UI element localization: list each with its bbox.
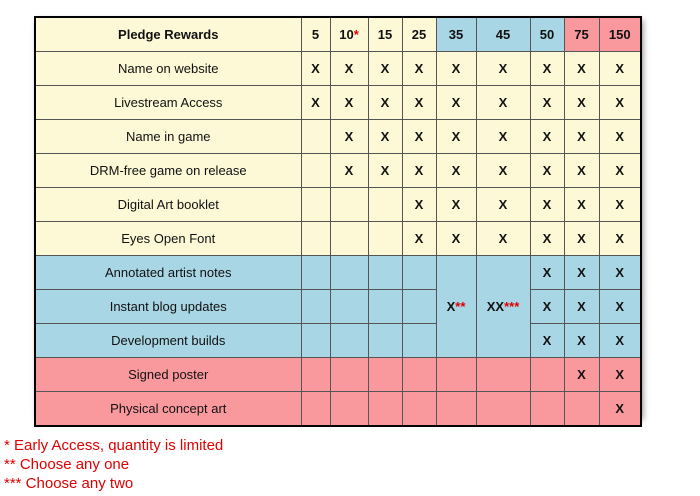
pledge-rewards-table-frame xyxy=(34,16,640,416)
tier-cell xyxy=(368,290,402,324)
tier-cell: X xyxy=(476,52,530,86)
tier-cell xyxy=(402,256,436,290)
tier-cell: X xyxy=(564,256,599,290)
tier-cell: X xyxy=(599,86,641,120)
tier-cell xyxy=(402,358,436,392)
tier-cell: X xyxy=(301,86,330,120)
tier-cell: X xyxy=(599,120,641,154)
tier-cell: X xyxy=(564,324,599,358)
tier-cell xyxy=(368,358,402,392)
reward-label: Development builds xyxy=(35,324,301,358)
tier-cell: X xyxy=(530,120,564,154)
tier-cell: X xyxy=(564,52,599,86)
tier-header: 45 xyxy=(476,17,530,52)
reward-label: Digital Art booklet xyxy=(35,188,301,222)
tier-cell xyxy=(564,392,599,427)
tier-cell xyxy=(330,222,368,256)
tier-cell: X xyxy=(436,120,476,154)
tier-cell xyxy=(436,392,476,427)
tier-cell: X xyxy=(564,86,599,120)
reward-label: Eyes Open Font xyxy=(35,222,301,256)
tier-cell: X xyxy=(402,86,436,120)
header-row xyxy=(35,17,641,52)
reward-label: DRM-free game on release xyxy=(35,154,301,188)
tier-header: 25 xyxy=(402,17,436,52)
table-row xyxy=(35,52,641,86)
table-row xyxy=(35,154,641,188)
table-row xyxy=(35,290,641,324)
tier-cell xyxy=(301,120,330,154)
tier-cell: X xyxy=(402,52,436,86)
tier-cell xyxy=(301,256,330,290)
tier-cell xyxy=(330,188,368,222)
tier-cell xyxy=(402,392,436,427)
tier-cell: X xyxy=(564,222,599,256)
tier-cell: X xyxy=(530,154,564,188)
tier-cell: X xyxy=(436,86,476,120)
tier-cell: X xyxy=(476,222,530,256)
tier-cell: X xyxy=(368,86,402,120)
merged-cell-tier-35: X** xyxy=(436,256,476,358)
reward-label: Name in game xyxy=(35,120,301,154)
tier-cell xyxy=(330,358,368,392)
tier-cell: X xyxy=(476,86,530,120)
tier-header: 35 xyxy=(436,17,476,52)
tier-cell xyxy=(368,188,402,222)
tier-header: 75 xyxy=(564,17,599,52)
tier-cell: X xyxy=(402,154,436,188)
tier-cell: X xyxy=(599,52,641,86)
table-row xyxy=(35,222,641,256)
table-row xyxy=(35,324,641,358)
tier-cell: X xyxy=(476,154,530,188)
tier-cell: X xyxy=(436,52,476,86)
tier-cell: X xyxy=(301,52,330,86)
reward-label: Instant blog updates xyxy=(35,290,301,324)
table-row xyxy=(35,358,641,392)
tier-cell xyxy=(436,358,476,392)
tier-cell: X xyxy=(436,154,476,188)
tier-cell xyxy=(330,290,368,324)
tier-cell: X xyxy=(402,222,436,256)
tier-cell xyxy=(368,222,402,256)
merged-cell-tier-45: XX*** xyxy=(476,256,530,358)
tier-cell: X xyxy=(599,154,641,188)
reward-label: Annotated artist notes xyxy=(35,256,301,290)
tier-cell xyxy=(368,324,402,358)
tier-cell xyxy=(301,188,330,222)
tier-header: 50 xyxy=(530,17,564,52)
tier-cell: X xyxy=(599,358,641,392)
reward-label: Signed poster xyxy=(35,358,301,392)
tier-cell: X xyxy=(368,154,402,188)
reward-label: Physical concept art xyxy=(35,392,301,427)
tier-cell: X xyxy=(436,222,476,256)
tier-cell: X xyxy=(530,222,564,256)
tier-cell: X xyxy=(564,120,599,154)
tier-cell xyxy=(330,324,368,358)
tier-cell xyxy=(301,358,330,392)
tier-cell: X xyxy=(599,324,641,358)
table-row xyxy=(35,392,641,427)
tier-cell: X xyxy=(402,120,436,154)
header-label: Pledge Rewards xyxy=(35,17,301,52)
tier-cell: X xyxy=(564,188,599,222)
tier-cell xyxy=(476,358,530,392)
tier-cell: X xyxy=(564,358,599,392)
tier-cell: X xyxy=(330,86,368,120)
tier-cell: X xyxy=(368,120,402,154)
tier-cell xyxy=(530,392,564,427)
tier-cell: X xyxy=(530,324,564,358)
tier-cell: X xyxy=(564,290,599,324)
footnotes xyxy=(4,436,223,493)
tier-cell xyxy=(402,324,436,358)
tier-cell xyxy=(330,256,368,290)
tier-cell: X xyxy=(530,188,564,222)
tier-cell: X xyxy=(599,188,641,222)
tier-cell: X xyxy=(330,52,368,86)
tier-cell: X xyxy=(530,52,564,86)
tier-cell: X xyxy=(530,290,564,324)
tier-cell xyxy=(301,290,330,324)
footnote-early-access: * Early Access, quantity is limited xyxy=(4,437,224,454)
tier-cell xyxy=(330,392,368,427)
tier-cell: X xyxy=(530,256,564,290)
reward-label: Livestream Access xyxy=(35,86,301,120)
tier-cell xyxy=(368,256,402,290)
footnote-choose-one: ** Choose any one xyxy=(4,456,130,473)
tier-cell: X xyxy=(599,222,641,256)
tier-cell: X xyxy=(476,120,530,154)
tier-header: 150 xyxy=(599,17,641,52)
reward-label: Name on website xyxy=(35,52,301,86)
tier-cell xyxy=(301,324,330,358)
tier-cell xyxy=(301,392,330,427)
tier-cell: X xyxy=(530,86,564,120)
tier-cell: X xyxy=(599,392,641,427)
pledge-rewards-table xyxy=(34,16,642,427)
tier-cell: X xyxy=(402,188,436,222)
tier-cell: X xyxy=(436,188,476,222)
table-row xyxy=(35,120,641,154)
tier-header: 5 xyxy=(301,17,330,52)
tier-cell: X xyxy=(599,256,641,290)
table-row xyxy=(35,86,641,120)
tier-cell: X xyxy=(330,120,368,154)
tier-cell: X xyxy=(476,188,530,222)
tier-cell: X xyxy=(330,154,368,188)
table-row xyxy=(35,256,641,290)
table-row xyxy=(35,188,641,222)
tier-cell: X xyxy=(599,290,641,324)
tier-header: 10* xyxy=(330,17,368,52)
tier-cell xyxy=(301,222,330,256)
tier-cell xyxy=(402,290,436,324)
tier-cell xyxy=(530,358,564,392)
tier-cell xyxy=(476,392,530,427)
footnote-choose-two: *** Choose any two xyxy=(4,475,134,492)
tier-cell: X xyxy=(368,52,402,86)
tier-header: 15 xyxy=(368,17,402,52)
tier-cell xyxy=(301,154,330,188)
tier-cell xyxy=(368,392,402,427)
tier-cell: X xyxy=(564,154,599,188)
